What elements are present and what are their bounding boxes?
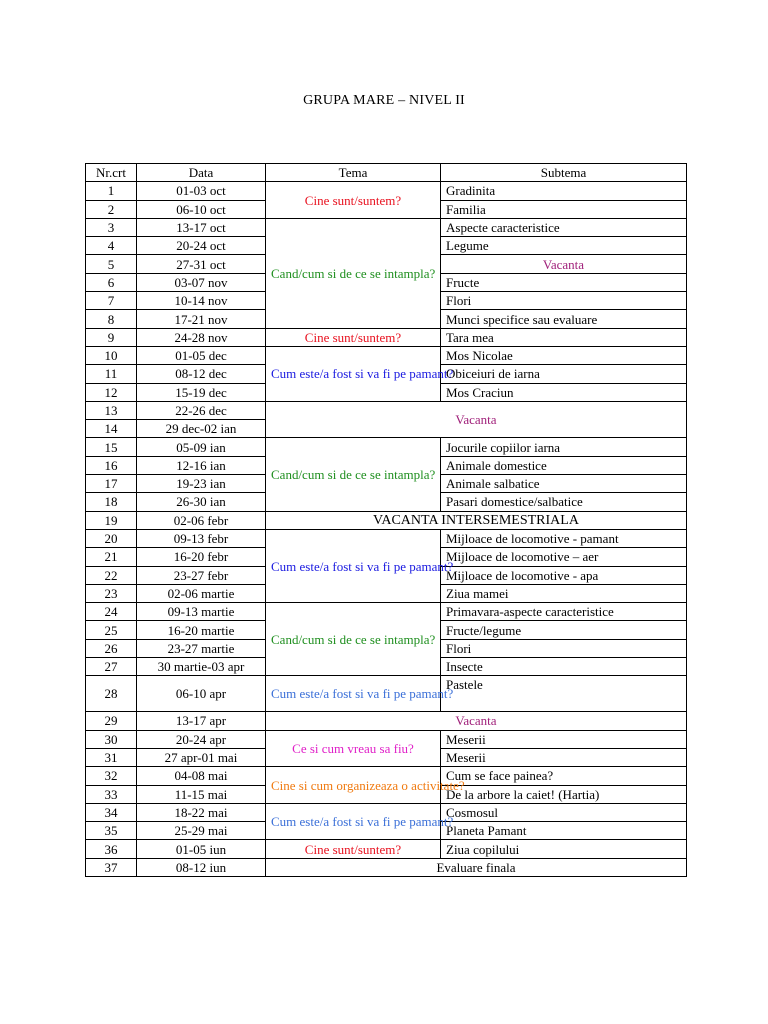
- header-subtema: Subtema: [441, 164, 687, 182]
- row-number: 1: [86, 182, 137, 200]
- row-number: 33: [86, 785, 137, 803]
- tema-cell: Cine sunt/suntem?: [266, 840, 441, 858]
- table-row: [86, 218, 687, 236]
- row-date: 05-09 ian: [137, 438, 266, 456]
- row-date: 12-16 ian: [137, 456, 266, 474]
- table-body: [86, 182, 687, 877]
- table-row: [86, 182, 687, 200]
- table-row: [86, 346, 687, 364]
- subtema-cell: Flori: [441, 292, 687, 310]
- tema-cell: Cum este/a fost si va fi pe pamant?: [266, 676, 441, 712]
- row-number: 14: [86, 420, 137, 438]
- subtema-cell: Ziua mamei: [441, 584, 687, 602]
- row-number: 36: [86, 840, 137, 858]
- table-row: [86, 767, 687, 785]
- subtema-cell: Legume: [441, 237, 687, 255]
- subtema-cell: Mijloace de locomotive – aer: [441, 548, 687, 566]
- row-number: 28: [86, 676, 137, 712]
- tema-cell: Cum este/a fost si va fi pe pamant?: [266, 346, 441, 401]
- table-row: [86, 328, 687, 346]
- row-date: 01-03 oct: [137, 182, 266, 200]
- row-date: 06-10 oct: [137, 200, 266, 218]
- row-date: 19-23 ian: [137, 475, 266, 493]
- header-nr: Nr.crt: [86, 164, 137, 182]
- row-number: 3: [86, 218, 137, 236]
- row-number: 15: [86, 438, 137, 456]
- row-number: 5: [86, 255, 137, 273]
- page-title: GRUPA MARE – NIVEL II: [303, 93, 465, 108]
- row-date: 18-22 mai: [137, 803, 266, 821]
- row-date: 27-31 oct: [137, 255, 266, 273]
- tema-cell: Cand/cum si de ce se intampla?: [266, 603, 441, 676]
- row-date: 24-28 nov: [137, 328, 266, 346]
- subtema-cell: De la arbore la caiet! (Hartia): [441, 785, 687, 803]
- subtema-cell: Tara mea: [441, 328, 687, 346]
- tema-cell: Cum este/a fost si va fi pe pamant?: [266, 529, 441, 602]
- row-date: 01-05 dec: [137, 346, 266, 364]
- row-date: 11-15 mai: [137, 785, 266, 803]
- row-number: 17: [86, 475, 137, 493]
- row-date: 29 dec-02 ian: [137, 420, 266, 438]
- subtema-cell: Mos Nicolae: [441, 346, 687, 364]
- row-number: 11: [86, 365, 137, 383]
- table-row: [86, 603, 687, 621]
- subtema-cell: Animale domestice: [441, 456, 687, 474]
- row-number: 35: [86, 822, 137, 840]
- subtema-cell: Flori: [441, 639, 687, 657]
- subtema-cell: Fructe: [441, 273, 687, 291]
- row-date: 06-10 apr: [137, 676, 266, 712]
- row-date: 09-13 febr: [137, 529, 266, 547]
- row-number: 8: [86, 310, 137, 328]
- header-tema: Tema: [266, 164, 441, 182]
- row-date: 17-21 nov: [137, 310, 266, 328]
- merged-cell-vacanta: Vacanta: [266, 401, 687, 438]
- row-date: 13-17 apr: [137, 712, 266, 730]
- row-number: 13: [86, 401, 137, 419]
- table-row: [86, 438, 687, 456]
- table-row: [86, 858, 687, 876]
- subtema-cell: Fructe/legume: [441, 621, 687, 639]
- merged-cell-vacanta: Vacanta: [266, 712, 687, 730]
- subtema-cell: Jocurile copiilor iarna: [441, 438, 687, 456]
- row-date: 22-26 dec: [137, 401, 266, 419]
- subtema-cell: Munci specifice sau evaluare: [441, 310, 687, 328]
- table-row: [86, 511, 687, 529]
- table-row: [86, 803, 687, 821]
- row-number: 29: [86, 712, 137, 730]
- row-date: 02-06 febr: [137, 511, 266, 529]
- subtema-cell: Mos Craciun: [441, 383, 687, 401]
- row-date: 27 apr-01 mai: [137, 748, 266, 766]
- tema-cell: Cine sunt/suntem?: [266, 182, 441, 219]
- merged-cell-vacanta-intersemestriala: VACANTA INTERSEMESTRIALA: [266, 511, 687, 529]
- table-row: [86, 529, 687, 547]
- row-number: 19: [86, 511, 137, 529]
- row-number: 30: [86, 730, 137, 748]
- tema-cell: Cum este/a fost si va fi pe pamant?: [266, 803, 441, 840]
- subtema-cell: Meserii: [441, 748, 687, 766]
- table-header-row: [86, 164, 687, 182]
- table-row: [86, 840, 687, 858]
- row-date: 03-07 nov: [137, 273, 266, 291]
- row-number: 4: [86, 237, 137, 255]
- table-row: [86, 676, 687, 712]
- row-number: 31: [86, 748, 137, 766]
- subtema-cell: Mijloace de locomotive - pamant: [441, 529, 687, 547]
- row-date: 23-27 martie: [137, 639, 266, 657]
- row-date: 04-08 mai: [137, 767, 266, 785]
- tema-cell: Ce si cum vreau sa fiu?: [266, 730, 441, 767]
- subtema-cell: Familia: [441, 200, 687, 218]
- row-date: 20-24 oct: [137, 237, 266, 255]
- row-number: 18: [86, 493, 137, 511]
- row-date: 16-20 febr: [137, 548, 266, 566]
- row-number: 12: [86, 383, 137, 401]
- subtema-cell: Obiceiuri de iarna: [441, 365, 687, 383]
- subtema-cell: Mijloace de locomotive - apa: [441, 566, 687, 584]
- subtema-cell: Animale salbatice: [441, 475, 687, 493]
- row-date: 20-24 apr: [137, 730, 266, 748]
- table-row: [86, 712, 687, 730]
- row-date: 10-14 nov: [137, 292, 266, 310]
- row-number: 27: [86, 658, 137, 676]
- row-date: 09-13 martie: [137, 603, 266, 621]
- row-date: 08-12 dec: [137, 365, 266, 383]
- subtema-cell: Cum se face painea?: [441, 767, 687, 785]
- row-number: 2: [86, 200, 137, 218]
- row-number: 20: [86, 529, 137, 547]
- tema-cell: Cand/cum si de ce se intampla?: [266, 218, 441, 328]
- subtema-vacanta: Vacanta: [441, 255, 687, 273]
- row-number: 6: [86, 273, 137, 291]
- row-date: 08-12 iun: [137, 858, 266, 876]
- subtema-cell: Cosmosul: [441, 803, 687, 821]
- subtema-cell: Primavara-aspecte caracteristice: [441, 603, 687, 621]
- table-row: [86, 401, 687, 419]
- merged-cell-evaluare-finala: Evaluare finala: [266, 858, 687, 876]
- row-date: 30 martie-03 apr: [137, 658, 266, 676]
- row-date: 25-29 mai: [137, 822, 266, 840]
- row-number: 32: [86, 767, 137, 785]
- schedule-table: [85, 163, 687, 877]
- row-date: 02-06 martie: [137, 584, 266, 602]
- subtema-cell: Aspecte caracteristice: [441, 218, 687, 236]
- subtema-cell: Gradinita: [441, 182, 687, 200]
- subtema-cell: Insecte: [441, 658, 687, 676]
- subtema-cell: Planeta Pamant: [441, 822, 687, 840]
- row-date: 16-20 martie: [137, 621, 266, 639]
- row-number: 37: [86, 858, 137, 876]
- row-number: 26: [86, 639, 137, 657]
- row-number: 22: [86, 566, 137, 584]
- row-number: 9: [86, 328, 137, 346]
- row-number: 21: [86, 548, 137, 566]
- row-number: 24: [86, 603, 137, 621]
- row-date: 13-17 oct: [137, 218, 266, 236]
- tema-cell: Cand/cum si de ce se intampla?: [266, 438, 441, 511]
- subtema-cell: Meserii: [441, 730, 687, 748]
- row-date: 26-30 ian: [137, 493, 266, 511]
- tema-cell: Cine sunt/suntem?: [266, 328, 441, 346]
- row-number: 25: [86, 621, 137, 639]
- header-data: Data: [137, 164, 266, 182]
- row-date: 23-27 febr: [137, 566, 266, 584]
- row-number: 34: [86, 803, 137, 821]
- row-number: 10: [86, 346, 137, 364]
- subtema-cell: Pastele: [441, 676, 687, 712]
- subtema-cell: Ziua copilului: [441, 840, 687, 858]
- table-row: [86, 730, 687, 748]
- subtema-cell: Pasari domestice/salbatice: [441, 493, 687, 511]
- row-date: 15-19 dec: [137, 383, 266, 401]
- tema-cell: Cine si cum organizeaza o activitate?: [266, 767, 441, 804]
- row-number: 16: [86, 456, 137, 474]
- row-number: 23: [86, 584, 137, 602]
- row-number: 7: [86, 292, 137, 310]
- row-date: 01-05 iun: [137, 840, 266, 858]
